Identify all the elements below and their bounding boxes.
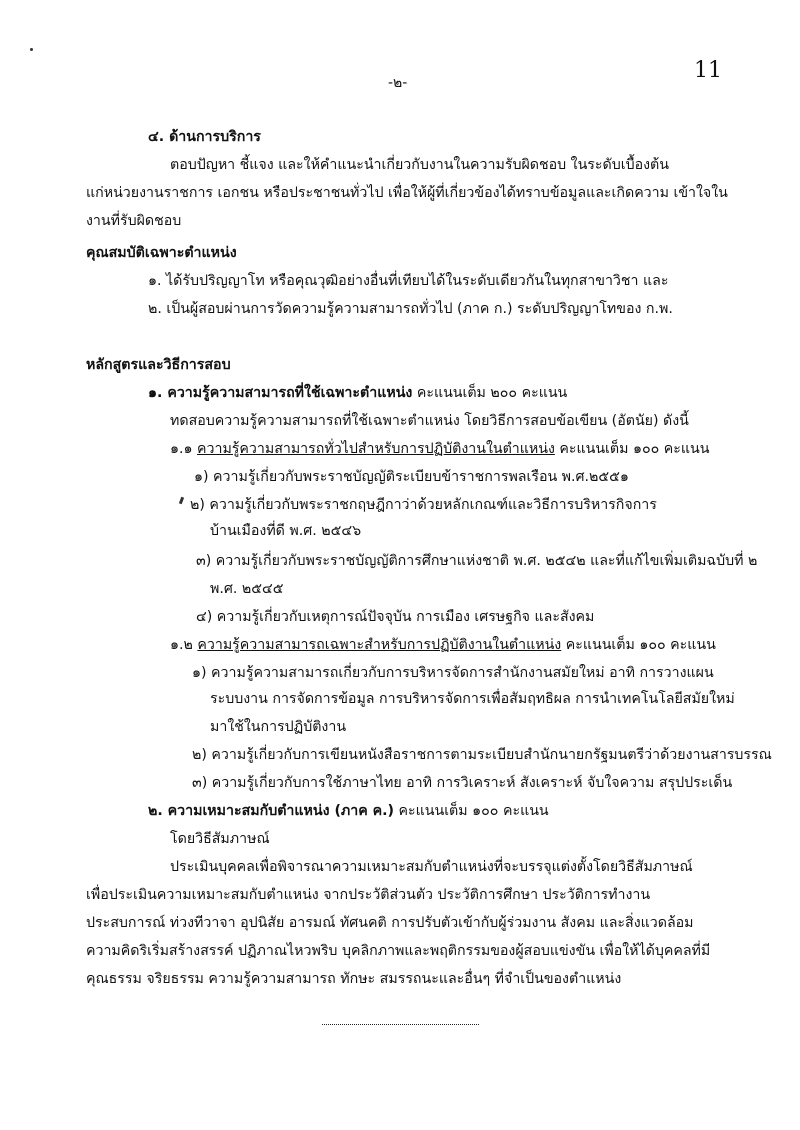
qualifications-title: คุณสมบัติเฉพาะตำแหน่ง <box>86 245 237 261</box>
service-line-3: งานที่รับผิดชอบ <box>86 213 182 229</box>
part2-line-1: ประเมินบุคคลเพื่อพิจารณาความเหมาะสมกับตำแหน่งที่จะบรรจุแต่งตั้งโดยวิธีสัมภาษณ์ <box>170 859 693 875</box>
page-number: -๒- <box>388 75 408 91</box>
sub2-item-1-cont-2: มาใช้ในการปฏิบัติงาน <box>210 719 347 735</box>
sub2-item-1-cont-1: ระบบงาน การจัดการข้อมูล การบริหารจัดการเพื่อสัมฤทธิผล การนำเทคโนโลยีสมัยใหม่ <box>210 691 735 707</box>
sub1-item-2: ๒) ความรู้เกี่ยวกับพระราชกฤษฎีกาว่าด้วยหลักเกณฑ์และวิธีการบริหารกิจการ <box>190 497 657 513</box>
sub1-item-2-cont: บ้านเมืองที่ดี พ.ศ. ๒๕๔๖ <box>210 523 362 539</box>
part2-line-5: คุณธรรม จริยธรรม ความรู้ความสามารถ ทักษะ สมรรถนะและอื่นๆ ที่จำเป็นของตำแหน่ง <box>86 971 622 987</box>
sub2-item-2: ๒) ความรู้เกี่ยวกับการเขียนหนังสือราชการตามระเบียบสำนักนายกรัฐมนตรีว่าด้วยงานสารบรรณ <box>192 747 772 763</box>
sub1-number: ๑.๑ <box>170 441 198 457</box>
part1-intro: ทดสอบความรู้ความสามารถที่ใช้เฉพาะตำแหน่ง โดยวิธีการสอบข้อเขียน (อัตนัย) ดังนี้ <box>170 413 689 429</box>
part2-line-3: ประสบการณ์ ท่วงทีวาจา อุปนิสัย อารมณ์ ทัศนคติ การปรับตัวเข้ากับผู้ร่วมงาน สังคม และสิ่งแวดล้อม <box>86 915 694 931</box>
part2-method: โดยวิธีสัมภาษณ์ <box>170 831 270 847</box>
qualification-item-2: ๒. เป็นผู้สอบผ่านการวัดความรู้ความสามารถทั่วไป (ภาค ก.) ระดับปริญญาโทของ ก.พ. <box>148 301 673 317</box>
sub2-score: คะแนนเต็ม ๑๐๐ คะแนน <box>561 637 716 653</box>
sub1-item-1: ๑) ความรู้เกี่ยวกับพระราชบัญญัติระเบียบข้าราชการพลเรือน พ.ศ.๒๕๕๑ <box>194 469 629 485</box>
part1-heading-score: คะแนนเต็ม ๒๐๐ คะแนน <box>412 385 568 401</box>
sub2-title: ความรู้ความสามารถเฉพาะสำหรับการปฏิบัติงานในตำแหน่ง <box>197 637 562 653</box>
service-line-1: ตอบปัญหา ชี้แจง และให้คำแนะนำเกี่ยวกับงานในความรับผิดชอบ ในระดับเบื้องต้น <box>170 157 669 173</box>
part2-heading-bold: ๒. ความเหมาะสมกับตำแหน่ง (ภาค ค.) <box>148 803 395 819</box>
part1-heading-bold: ๑. ความรู้ความสามารถที่ใช้เฉพาะตำแหน่ง <box>148 385 413 401</box>
part2-line-2: เพื่อประเมินความเหมาะสมกับตำแหน่ง จากประวัติส่วนตัว ประวัติการศึกษา ประวัติการทำงาน <box>86 887 651 903</box>
part2-heading <box>148 801 549 821</box>
part2-line-4: ความคิดริเริ่มสร้างสรรค์ ปฏิภาณไหวพริบ บุคลิกภาพและพฤติกรรมของผู้สอบแข่งขัน เพื่อให้ได้บุคคลที่มี <box>86 943 711 959</box>
service-section-title: ๔. ด้านการบริการ <box>148 129 261 145</box>
handwritten-page-number: 11 <box>694 58 722 83</box>
qualification-item-1: ๑. ได้รับปริญญาโท หรือคุณวุฒิอย่างอื่นที่เทียบได้ในระดับเดียวกันในทุกสาขาวิชา และ <box>148 273 669 289</box>
curriculum-title: หลักสูตรและวิธีการสอบ <box>86 357 231 373</box>
service-line-2: แก่หน่วยงานราชการ เอกชน หรือประชาชนทั่วไป เพื่อให้ผู้ที่เกี่ยวข้องได้ทราบข้อมูลและเกิดความ เข้าใจใน <box>86 185 728 201</box>
scan-dot-mark <box>30 48 33 51</box>
sub2-number: ๑.๒ <box>170 637 198 653</box>
sub1-heading <box>170 439 709 459</box>
sub1-item-3: ๓) ความรู้เกี่ยวกับพระราชบัญญัติการศึกษาแห่งชาติ พ.ศ. ๒๕๔๒ และที่แก้ไขเพิ่มเติมฉบับที่ ๒ <box>196 553 758 569</box>
sub1-item-3-cont: พ.ศ. ๒๕๔๕ <box>210 581 284 597</box>
sub1-title: ความรู้ความสามารถทั่วไปสำหรับการปฏิบัติงานในตำแหน่ง <box>197 441 555 457</box>
part2-heading-score: คะแนนเต็ม ๑๐๐ คะแนน <box>394 803 549 819</box>
sub2-item-1: ๑) ความรู้ความสามารถเกี่ยวกับการบริหารจัดการสำนักงานสมัยใหม่ อาทิ การวางแผน <box>192 665 714 681</box>
sub2-heading <box>170 635 716 655</box>
scan-tick-mark <box>179 497 184 505</box>
sub1-item-4: ๔) ความรู้เกี่ยวกับเหตุการณ์ปัจจุบัน การเมือง เศรษฐกิจ และสังคม <box>196 609 595 625</box>
end-dotted-line <box>322 1024 479 1025</box>
sub2-item-3: ๓) ความรู้เกี่ยวกับการใช้ภาษาไทย อาทิ การวิเคราะห์ สังเคราะห์ จับใจความ สรุปประเด็น <box>192 775 733 791</box>
part1-heading <box>148 383 567 403</box>
sub1-score: คะแนนเต็ม ๑๐๐ คะแนน <box>554 441 710 457</box>
